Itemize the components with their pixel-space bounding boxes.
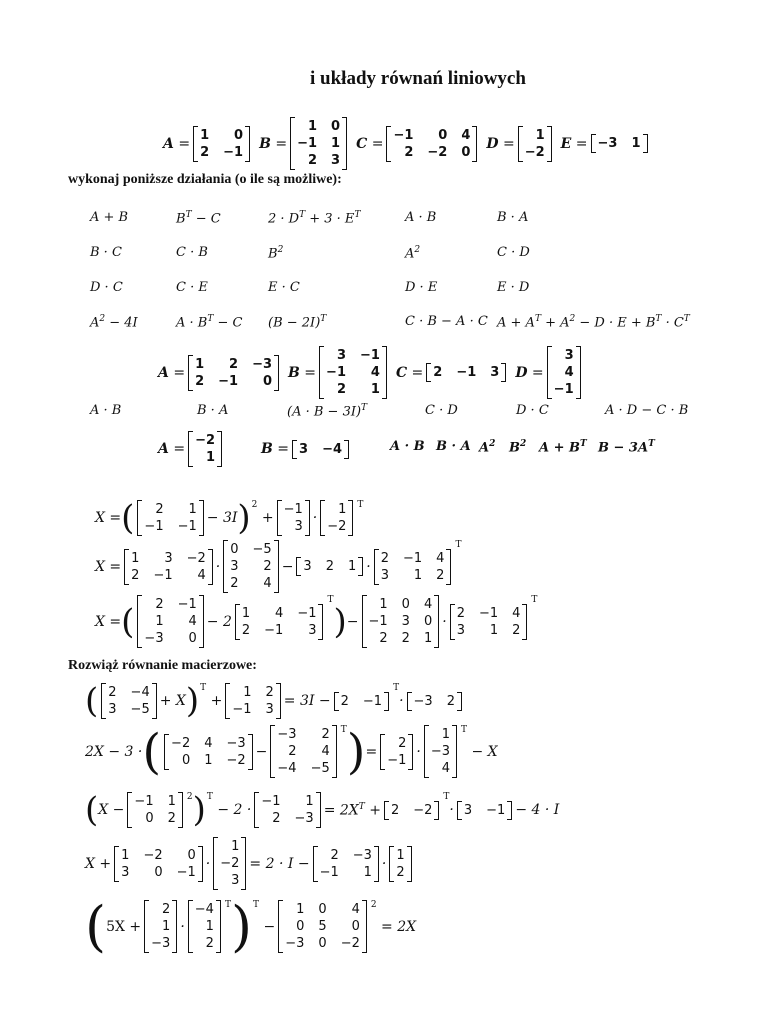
matrix-cell: 3	[164, 550, 173, 566]
matrix-cell: 1	[195, 356, 205, 372]
matrix-cell: 2	[380, 550, 389, 566]
matrix-cell: −1	[144, 519, 164, 534]
matrix-cell: 2	[200, 144, 210, 160]
matrix-cell: −1	[393, 127, 414, 143]
matrix-cell: −1	[232, 702, 252, 717]
matrix-cell: 1	[162, 919, 171, 934]
matrix-mq2-m4	[424, 725, 457, 778]
matrix-cell: 1	[188, 502, 197, 517]
matrix-cell: 3	[108, 702, 117, 717]
matrix-cell: 0	[230, 542, 239, 557]
definitions-set-1: A = 1 0 2 −1 B = 1 0 −1 1 2 3 C = −1 0 4 2 −2 0 D = 1 −2 E = −3 1	[163, 117, 651, 170]
matrix-mq3-m1	[127, 792, 182, 828]
matrix-mq4-m2	[213, 837, 246, 890]
operation-item: D · C	[516, 403, 549, 418]
matrix-cell: −1	[486, 802, 506, 818]
matrix-cell: 2	[336, 382, 346, 397]
matrix-cell: 2	[379, 631, 388, 646]
matrix-cell: 2	[167, 811, 176, 826]
matrix-defs1-D	[518, 126, 552, 162]
matrix-cell: 2	[433, 365, 443, 380]
matrix-cell: 3	[299, 441, 309, 457]
matrix-cell: 0	[461, 144, 471, 160]
matrix-cell: −1	[553, 382, 574, 397]
matrix-cell: 1	[131, 550, 140, 566]
matrix-cell: −4	[194, 902, 214, 917]
matrix-cell: 3	[294, 519, 303, 534]
matrix-cell: −1	[223, 144, 244, 160]
matrix-cell: −4	[130, 685, 150, 700]
operation-item: $B - 3A^T$	[598, 439, 655, 456]
matrix-cell: 1	[370, 382, 380, 397]
matrix-cell: 3	[401, 614, 410, 629]
matrix-cell: 2	[330, 847, 339, 863]
matrix-cell: 1	[243, 685, 252, 700]
matrix-cell: 1	[379, 597, 388, 612]
matrix-mq2-m1	[164, 734, 253, 770]
equation-x-3: X = ( 2 −1 1 4 −3 0 − 2 1 4 −1 2 −1 3 T ) − 1 0 4 −1 3 0 2 2 1 · 2 −1 4 3 1 2 T	[95, 595, 538, 646]
operation-item: B · A	[497, 210, 529, 225]
matrix-cell: 3	[490, 365, 500, 380]
matrix-cell: −3	[597, 136, 618, 151]
matrix-cell: −3	[294, 811, 314, 826]
matrix-cell: 1	[121, 847, 130, 863]
operation-item: A · B	[90, 403, 122, 418]
matrix-cell: 1	[413, 567, 423, 583]
matrix-cell: −1	[326, 365, 346, 380]
operation-item: $A^2$	[479, 439, 496, 456]
matrix-cell: 5	[318, 919, 327, 934]
matrix-cell: −1	[218, 373, 239, 389]
matrix-mq4-m3	[313, 846, 379, 882]
matrix-defs2-C	[426, 363, 506, 382]
matrix-cell: −2	[327, 519, 347, 534]
matrix-cell: 4	[321, 744, 330, 759]
matrix-defs2-D	[547, 346, 581, 399]
matrix-cell: 2	[272, 811, 281, 826]
matrix-cell: 2	[436, 567, 445, 583]
matrix-cell: 1	[308, 119, 318, 134]
matrix-cell: 2	[321, 727, 330, 742]
matrix-cell: 1	[347, 559, 357, 574]
matrix-cell: −2	[143, 847, 163, 863]
matrix-cell: 2	[241, 622, 251, 638]
matrix-eq2-m4	[374, 549, 452, 585]
matrix-cell: 2	[155, 502, 164, 517]
matrix-defs2-B	[319, 346, 387, 399]
matrix-eq3-m1	[137, 595, 203, 648]
matrix-cell: 1	[205, 450, 216, 465]
matrix-cell: −5	[252, 542, 272, 557]
matrix-cell: −1	[368, 614, 388, 629]
section-2-label: Rozwiąż równanie macierzowe:	[68, 658, 257, 673]
matrix-cell: 4	[204, 735, 213, 751]
matrix-cell: 2	[390, 802, 400, 818]
matrix-cell: 0	[351, 919, 360, 934]
operation-item: $B^2$	[268, 245, 284, 262]
matrix-cell: 4	[441, 761, 451, 776]
matrix-cell: 3	[265, 702, 274, 717]
matrix-cell: 2	[162, 902, 171, 917]
matrix-mq4-m4	[389, 846, 411, 882]
operation-item: $B^T - C$	[176, 210, 221, 227]
matrix-cell: −1	[177, 597, 197, 612]
matrix-equation-5: ( 5X + 2 1 −3 · −4 1 2 T ) T − 1 0 4 0 5 0 −3 0 −2 2 = 2X	[85, 894, 417, 958]
matrix-cell: −2	[220, 856, 240, 871]
operation-item: D · E	[405, 280, 438, 295]
matrix-cell: −2	[171, 735, 191, 751]
matrix-cell: −2	[226, 752, 246, 768]
matrix-cell: 1	[489, 622, 499, 638]
section-1-label: wykonaj poniższe działania (o ile są możliwe):	[68, 172, 342, 187]
matrix-cell: 3	[308, 622, 317, 638]
matrix-cell: 0	[181, 752, 191, 768]
operation-item: A · D − C · B	[605, 403, 689, 418]
matrix-cell: 2	[288, 744, 297, 759]
matrix-defs3-A	[188, 431, 222, 467]
matrix-cell: 0	[423, 614, 433, 629]
definitions-set-3: A = −2 1 B = 3 −4	[158, 431, 352, 467]
matrix-cell: 0	[438, 127, 448, 143]
matrix-cell: −1	[403, 550, 423, 566]
operation-item: B · A	[436, 439, 471, 454]
matrix-cell: 4	[275, 605, 284, 621]
matrix-cell: 1	[167, 794, 176, 809]
matrix-cell: −1	[177, 519, 197, 534]
operation-item: $A^2 - 4I$	[90, 314, 138, 331]
matrix-cell: −1	[362, 693, 383, 709]
matrix-cell: 3	[230, 559, 239, 574]
matrix-cell: 0	[296, 919, 305, 934]
matrix-cell: 2	[401, 631, 410, 646]
matrix-cell: 4	[263, 576, 272, 591]
matrix-cell: 2	[230, 576, 239, 591]
matrix-cell: 4	[436, 550, 445, 566]
matrix-cell: −1	[319, 864, 339, 880]
definitions-set-2: A = 1 2 −3 2 −1 0 B = 3 −1 −1 4 2 1 C = 2 −1 3 D = 3 4 −1	[158, 346, 584, 399]
matrix-cell: −1	[456, 365, 477, 380]
matrix-cell: 1	[241, 605, 251, 621]
matrix-cell: 0	[145, 811, 154, 826]
matrix-cell: 2	[396, 864, 405, 880]
operation-item: A · B	[405, 210, 437, 225]
matrix-equation-2: 2X − 3 · ( −2 4 −3 0 1 −2 − −3 2 2 4 −4 −5 T ) = 2 −1 · 1 −3 4 T − X	[85, 723, 498, 780]
matrix-cell: −1	[297, 136, 318, 151]
matrix-cell: −4	[322, 441, 343, 457]
matrix-cell: −1	[134, 794, 154, 809]
matrix-mq3-m3	[384, 801, 439, 820]
matrix-eq2-m2	[223, 540, 278, 593]
matrix-cell: −5	[130, 702, 150, 717]
operation-item: B · A	[197, 403, 229, 418]
matrix-cell: 3	[231, 873, 240, 888]
matrix-cell: 4	[370, 365, 380, 380]
matrix-cell: −2	[524, 144, 545, 160]
matrix-eq1-m2	[277, 500, 310, 536]
matrix-cell: 2	[108, 685, 117, 700]
matrix-cell: −1	[478, 605, 499, 621]
matrix-cell: −3	[226, 735, 246, 751]
matrix-cell: 3	[303, 559, 312, 574]
matrix-cell: 2	[263, 559, 272, 574]
matrix-cell: −3	[144, 631, 164, 646]
operation-item: B · C	[90, 245, 122, 260]
matrix-defs3-B	[292, 440, 349, 459]
operation-item: A · B	[390, 439, 425, 454]
matrix-equation-1: ( 2 −4 3 −5 + X ) T + 1 2 −1 3 = 3I − 2 −1 T · −3 2	[85, 683, 465, 719]
matrix-cell: 2	[404, 144, 414, 160]
matrix-cell: 1	[535, 127, 545, 143]
operation-item: C · B	[176, 245, 208, 260]
matrix-cell: −1	[387, 752, 407, 768]
matrix-cell: −1	[360, 348, 380, 363]
matrix-mq5-m1	[144, 900, 177, 953]
matrix-cell: 2	[229, 356, 239, 372]
matrix-defs1-C	[386, 126, 477, 162]
matrix-eq3-m4	[450, 604, 528, 640]
operation-item: C · E	[176, 280, 208, 295]
matrix-defs1-E	[591, 134, 648, 153]
matrix-cell: 1	[396, 847, 405, 863]
matrix-mq1-m2	[225, 683, 280, 719]
matrix-mq5-m2	[188, 900, 221, 953]
operation-item: E · C	[268, 280, 300, 295]
equation-x-1: X = ( 2 1 −1 −1 − 3I ) 2 + −1 3 · 1 −2 T	[95, 498, 364, 538]
equation-x-2: X = 1 3 −2 2 −1 4 · 0 −5 3 2 2 4 − 3 2 1 · 2 −1 4 3 1 2 T	[95, 540, 462, 591]
matrix-cell: −2	[413, 802, 433, 818]
matrix-cell: 4	[423, 597, 433, 612]
page-title: i układy równań liniowych	[310, 68, 526, 89]
matrix-eq1-m1	[137, 500, 203, 536]
matrix-cell: −1	[153, 567, 173, 583]
matrix-cell: 3	[456, 622, 465, 638]
operation-item: $A^2$	[405, 245, 421, 262]
matrix-cell: −3	[285, 936, 305, 951]
matrix-cell: 1	[200, 127, 210, 143]
matrix-cell: 0	[318, 902, 327, 917]
matrix-defs1-B	[290, 117, 347, 170]
matrix-cell: −2	[195, 433, 216, 448]
operation-item: $A + B^T$	[539, 439, 587, 456]
matrix-cell: 1	[205, 919, 214, 934]
matrix-cell: −1	[264, 622, 284, 638]
matrix-mq3-m4	[457, 801, 512, 820]
matrix-cell: −2	[340, 936, 360, 951]
matrix-mq2-m3	[380, 734, 413, 770]
operation-item: $(B - 2I)^T$	[268, 314, 327, 331]
operation-item: C · D	[425, 403, 458, 418]
matrix-equation-3: ( X − −1 1 0 2 2 ) T − 2 · −1 1 2 −3 = $2X^T$ + 2 −2 T · 3 −1 − 4 · I	[85, 790, 560, 830]
matrix-cell: 1	[441, 727, 451, 742]
matrix-cell: −3	[151, 936, 171, 951]
matrix-cell: 3	[564, 348, 574, 363]
matrix-cell: −4	[277, 761, 297, 776]
operation-item: D · C	[90, 280, 123, 295]
matrix-cell: 3	[463, 802, 473, 818]
matrix-eq2-m1	[124, 549, 213, 585]
matrix-eq1-m3	[320, 500, 353, 536]
operation-item: $2 \cdot D^T + 3 \cdot E^T$	[268, 210, 361, 227]
operation-item: $A + A^T + A^2 - D \cdot E + B^T \cdot C^T$	[497, 314, 690, 331]
matrix-cell: −2	[186, 550, 206, 566]
matrix-cell: 2	[325, 559, 334, 574]
matrix-cell: 2	[446, 693, 455, 709]
matrix-cell: 4	[564, 365, 574, 380]
matrix-cell: 0	[187, 847, 196, 863]
matrix-mq5-m3	[278, 900, 367, 953]
matrix-cell: 3	[380, 567, 389, 583]
matrix-cell: 4	[512, 605, 521, 621]
matrix-cell: 2	[456, 605, 465, 621]
matrix-cell: 1	[338, 502, 347, 517]
matrix-cell: −3	[352, 847, 372, 863]
matrix-cell: 2	[131, 567, 140, 583]
operation-item: $(A \cdot B - 3I)^T$	[287, 403, 368, 420]
operation-item: A + B	[90, 210, 129, 225]
matrix-cell: −3	[252, 356, 273, 372]
matrix-cell: 2	[398, 735, 407, 751]
matrix-cell: 2	[205, 936, 214, 951]
matrix-cell: −1	[297, 605, 317, 621]
matrix-cell: 1	[296, 902, 305, 917]
matrix-mq1-m3	[334, 692, 389, 711]
matrix-cell: 4	[188, 614, 197, 629]
matrix-cell: 1	[631, 136, 641, 151]
matrix-cell: 0	[331, 119, 341, 134]
matrix-cell: 0	[188, 631, 197, 646]
operation-item: $B^2$	[509, 439, 527, 456]
matrix-cell: 1	[305, 794, 314, 809]
matrix-cell: 3	[336, 348, 346, 363]
matrix-cell: 4	[197, 567, 206, 583]
operation-item: C · D	[497, 245, 530, 260]
matrix-eq2-m3	[296, 557, 363, 576]
matrix-cell: 2	[155, 597, 164, 612]
matrix-cell: −3	[430, 744, 451, 759]
matrix-cell: 1	[155, 614, 164, 629]
matrix-defs1-A	[193, 126, 250, 162]
matrix-eq3-m3	[362, 595, 440, 648]
matrix-cell: 4	[351, 902, 360, 917]
matrix-defs2-A	[188, 355, 279, 391]
matrix-cell: 1	[204, 752, 213, 768]
matrix-cell: 1	[423, 631, 433, 646]
matrix-cell: 4	[461, 127, 471, 143]
operation-item: C · B − A · C	[405, 314, 488, 329]
matrix-cell: 3	[331, 153, 341, 168]
matrix-cell: 0	[234, 127, 244, 143]
matrix-mq4-m1	[114, 846, 203, 882]
matrix-mq1-m4	[407, 692, 462, 711]
matrix-cell: 1	[363, 864, 372, 880]
matrix-cell: −1	[176, 864, 196, 880]
matrix-cell: 1	[331, 136, 341, 151]
operation-item: $A \cdot B^T - C$	[176, 314, 243, 331]
matrix-cell: −3	[413, 693, 433, 709]
operation-item: E · D	[497, 280, 530, 295]
matrix-cell: −1	[261, 794, 281, 809]
matrix-mq3-m2	[254, 792, 320, 828]
matrix-cell: −2	[427, 144, 448, 160]
matrix-cell: −5	[310, 761, 330, 776]
matrix-cell: 3	[121, 864, 130, 880]
matrix-cell: 0	[154, 864, 163, 880]
matrix-equation-4: X + 1 −2 0 3 0 −1 · 1 −2 3 = 2 · I − 2 −3 −1 1 · 1 2	[85, 837, 415, 890]
matrix-cell: 2	[512, 622, 521, 638]
matrix-cell: 2	[340, 693, 349, 709]
matrix-mq1-m1	[101, 683, 156, 719]
matrix-cell: −3	[277, 727, 297, 742]
matrix-cell: 2	[265, 685, 274, 700]
matrix-cell: 0	[262, 373, 273, 389]
matrix-cell: 2	[195, 373, 205, 389]
matrix-cell: 1	[231, 839, 240, 854]
matrix-cell: −1	[283, 502, 303, 517]
matrix-mq2-m2	[270, 725, 336, 778]
matrix-cell: 2	[308, 153, 318, 168]
matrix-eq3-m2	[235, 604, 324, 640]
matrix-cell: 0	[318, 936, 327, 951]
matrix-cell: 0	[401, 597, 410, 612]
